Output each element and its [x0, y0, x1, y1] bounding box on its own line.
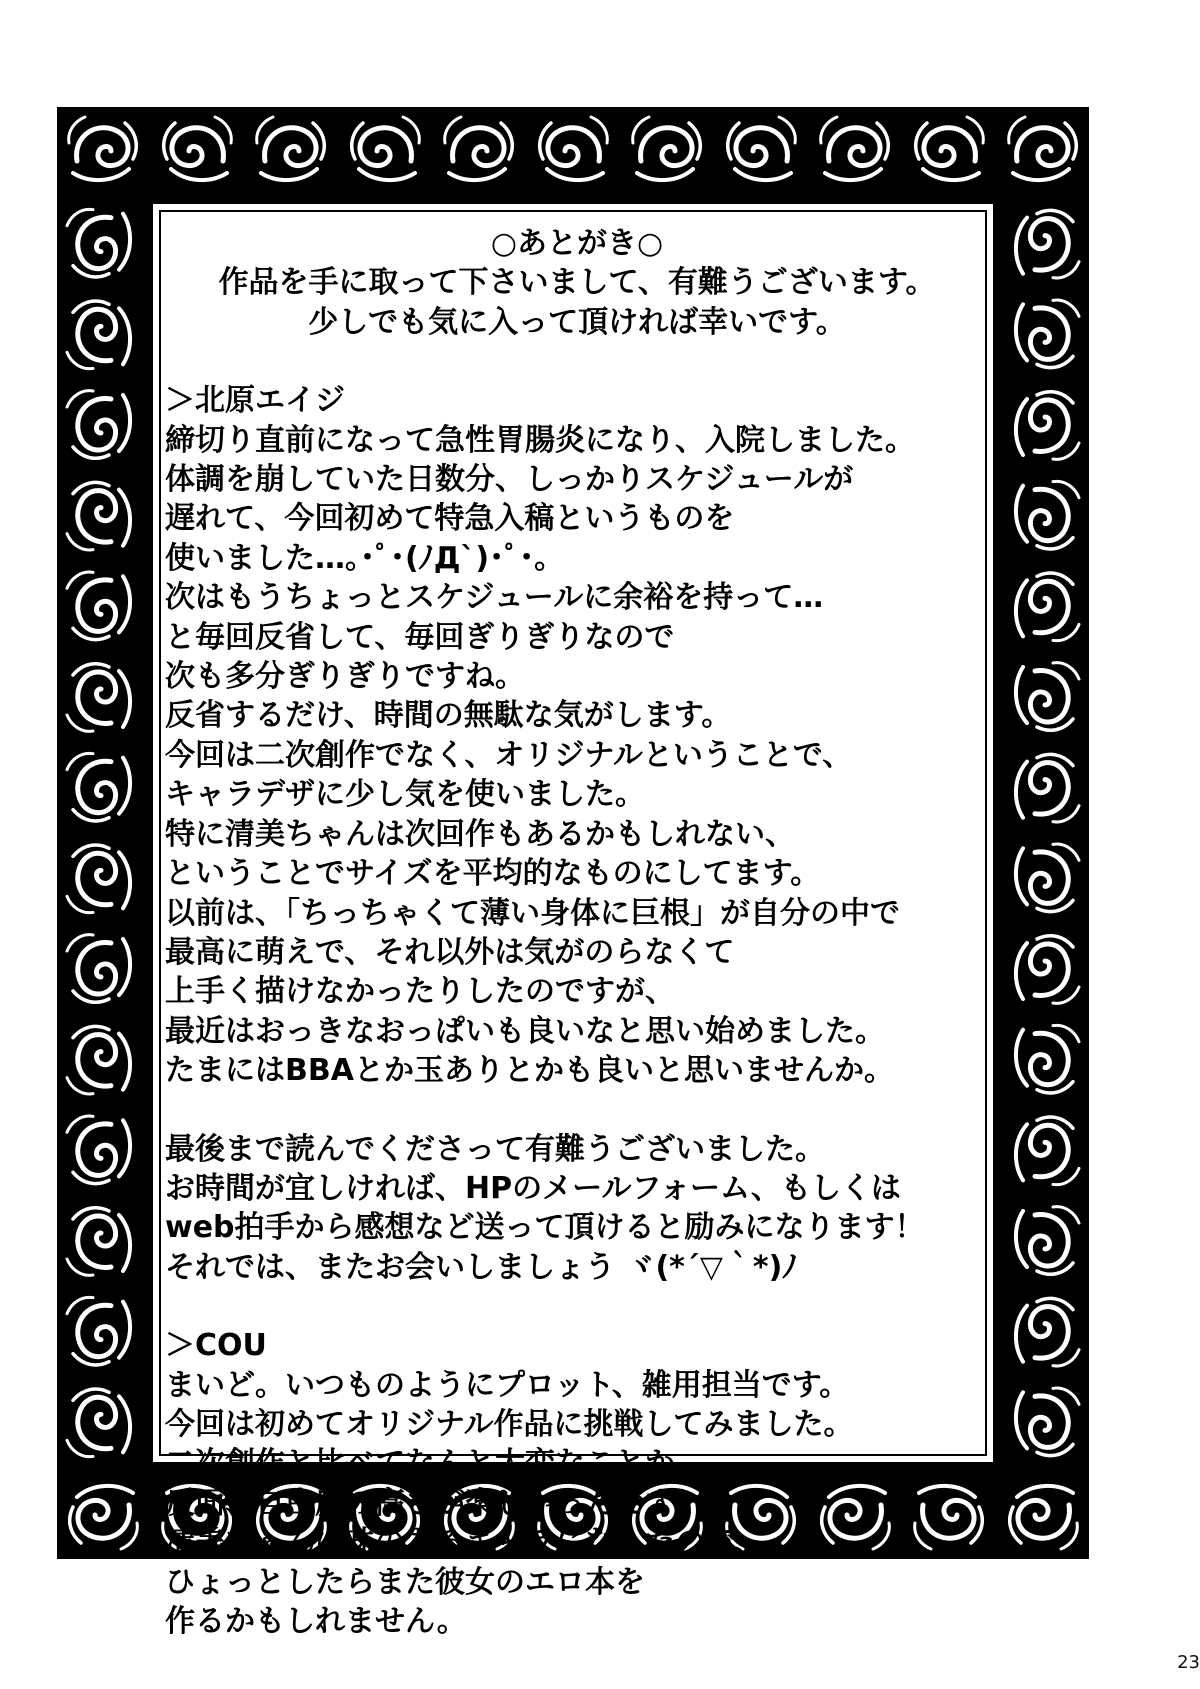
afterword-content — [165, 224, 989, 1639]
text-line: キャラデザに少し気を使いました。 — [165, 777, 645, 813]
closing-line: それでは、またお会いしましょう ヾ(*´▽｀*)ﾉ — [165, 1249, 798, 1285]
afterword-title: ○あとがき○ — [490, 226, 664, 261]
text-line: 体調を崩していた日数分、しっかりスケジュールが — [165, 462, 854, 498]
text-line: 作るかもしれません。 — [165, 1604, 467, 1639]
closing-line: web拍手から感想など送って頂けると励みになります！ — [165, 1210, 925, 1246]
text-line: ひょっとしたらまた彼女のエロ本を — [165, 1564, 645, 1600]
text-line: たまにはBBAとか玉ありとかも良いと思いませんか。 — [165, 1053, 894, 1089]
text-line: ということでサイズを平均的なものにしてます。 — [165, 856, 821, 892]
text-line: 遅れて、今回初めて特急入稿というものを — [165, 501, 735, 537]
text-line: 反面、自由度の高さが楽しかったです！ — [165, 1485, 705, 1521]
closing-line: お時間が宜しければ、HPのメールフォーム、もしくは — [165, 1170, 901, 1206]
intro-line-2: 少しでも気に入って頂ければ幸いです。 — [308, 304, 846, 340]
text-line: 清美ちゃんは味のあるキャラになったので、 — [165, 1525, 765, 1561]
text-line: 上手く描けなかったりしたのですが、 — [165, 974, 675, 1010]
section-heading-cou: ＞COU — [165, 1328, 267, 1364]
text-line: 以前は、「ちっちゃくて薄い身体に巨根」が自分の中で — [165, 895, 900, 931]
text-line: 最近はおっきなおっぱいも良いなと思い始めました。 — [165, 1013, 885, 1049]
page-number: 23 — [1177, 1652, 1200, 1673]
text-line: 特に清美ちゃんは次回作もあるかもしれない、 — [165, 816, 795, 852]
ornamental-border — [57, 107, 1089, 1639]
text-line: まいど。いつものようにプロット、雑用担当です。 — [165, 1367, 850, 1403]
text-panel — [150, 201, 996, 1639]
text-line: 今回は二次創作でなく、オリジナルということで、 — [165, 737, 853, 773]
section-heading-kitahara: ＞北原エイジ — [165, 383, 345, 419]
intro-line-1: 作品を手に取って下さいまして、有難うございます。 — [218, 265, 936, 301]
text-line: 今回は初めてオリジナル作品に挑戦してみました。 — [165, 1406, 854, 1442]
text-line: 次も多分ぎりぎりですね。 — [165, 659, 525, 695]
closing-line: 最後まで読んでくださって有難うございました。 — [165, 1131, 825, 1167]
text-line: と毎回反省して、毎回ぎりぎりなので — [165, 619, 675, 655]
text-line: 次はもうちょっとスケジュールに余裕を持って… — [165, 580, 824, 616]
text-line: 使いました…｡･ﾟ･(ﾉД`)･ﾟ･｡ — [165, 540, 550, 576]
text-line: 最高に萌えで、それ以外は気がのらなくて — [165, 934, 735, 970]
text-line: 二次創作と比べてなんと大変なことか……。 — [165, 1446, 765, 1482]
text-line: 締切り直前になって急性胃腸炎になり、入院しました。 — [165, 422, 915, 458]
text-line: 反省するだけ、時間の無駄な気がします。 — [165, 698, 732, 734]
